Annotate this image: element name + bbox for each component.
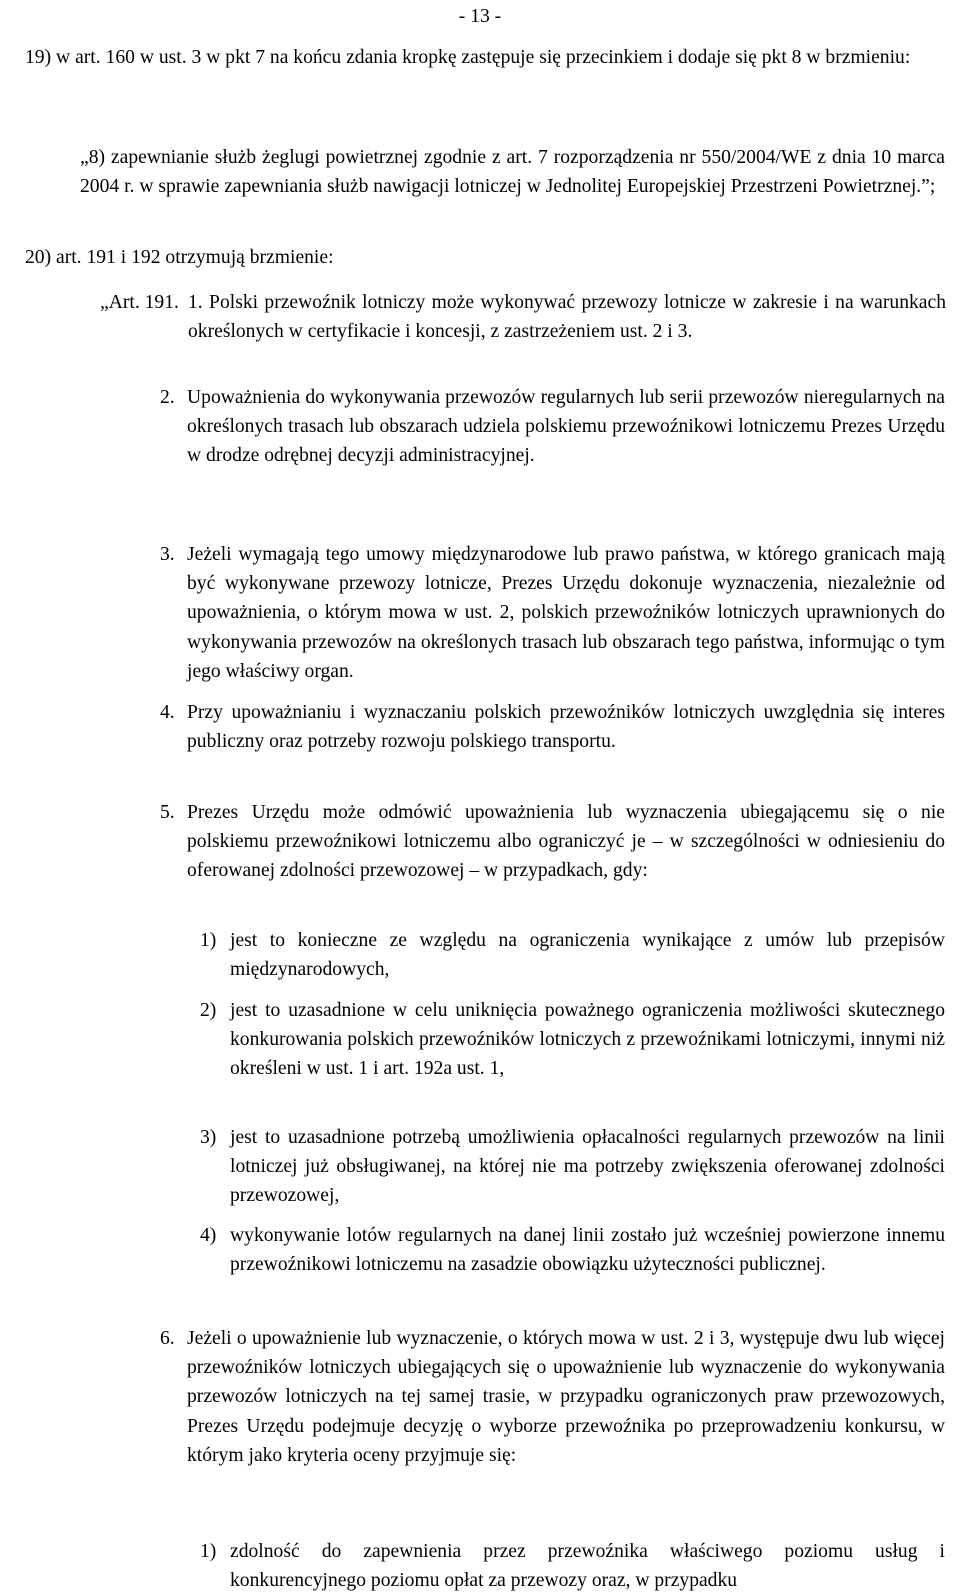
point-text: jest to konieczne ze względu na ograniczenia wynikające z umów lub przepisów międzynarodowych, [230, 930, 945, 981]
paragraph-6-point-1 [200, 1537, 945, 1595]
item-8-quote: „8) zapewnianie służb żeglugi powietrznej zgodnie z art. 7 rozporządzenia nr 550/2004/WE z dnia 10 marca 2004 r. w sprawie zapewniania służb nawigacji lotniczej w Jednolitej Europejskiej Przestrzeni Powietrznej.”; [80, 147, 945, 198]
point-number: 1) [200, 930, 217, 951]
paragraph-number: 6. [160, 1328, 175, 1349]
point-number: 1) [200, 1541, 217, 1562]
paragraph-5-point-1 [200, 926, 945, 984]
article-paragraph-1 [188, 288, 946, 346]
paragraph-text: Upoważnienia do wykonywania przewozów regularnych lub serii przewozów nieregularnych na określonych trasach lub obszarach udziela polskiemu przewoźnikowi lotniczemu Prezes Urzędu w drodze odrębnej decyzji administracyjnej. [187, 387, 945, 467]
paragraph-text: Przy upoważnianiu i wyznaczaniu polskich przewoźników lotniczych uwzględnia się interes publiczny oraz potrzeby rozwoju polskiego transportu. [187, 702, 945, 753]
item-20: 20) art. 191 i 192 otrzymują brzmienie: [25, 247, 334, 268]
paragraph-number: 5. [160, 802, 175, 823]
article-heading: „Art. 191. [100, 292, 179, 313]
point-text: wykonywanie lotów regularnych na danej linii zostało już wcześniej powierzone innemu przewoźnikowi lotniczemu na zasadzie obowiązku użyteczności publicznej. [230, 1225, 945, 1276]
paragraph-text: Prezes Urzędu może odmówić upoważnienia lub wyznaczenia ubiegającemu się o nie polskiemu przewoźnikowi lotniczemu albo ograniczyć je – w szczególności w odniesieniu do oferowanej zdolności przewozowej – w przypadkach, gdy: [187, 802, 945, 882]
paragraph-number: 3. [160, 544, 175, 565]
paragraph-5-point-3 [200, 1123, 945, 1211]
article-paragraph-5 [160, 798, 945, 886]
point-text: jest to uzasadnione w celu uniknięcia poważnego ograniczenia możliwości skutecznego konkurowania polskich przewoźników lotniczych z przewoźnikami lotniczymi, innymi niż określeni w ust. 1 i art. 192a ust. 1, [230, 1000, 945, 1080]
article-paragraph-2 [160, 383, 945, 471]
point-text: zdolność do zapewnienia przez przewoźnika właściwego poziomu usług i konkurencyjnego poziomu opłat za przewozy oraz, w przypadku [230, 1541, 945, 1592]
point-number: 4) [200, 1225, 217, 1246]
paragraph-text: Jeżeli wymagają tego umowy międzynarodowe lub prawo państwa, w którego granicach mają być wykonywane przewozy lotnicze, Prezes Urzędu dokonuje wyznaczenia, niezależnie od upoważnienia, o którym mowa w ust. 2, polskich przewoźników lotniczych uprawnionych do wykonywania przewozów na określonych trasach lub obszarach tego państwa, informując o tym jego właściwy organ. [187, 544, 945, 682]
article-paragraph-4 [160, 698, 945, 756]
point-number: 3) [200, 1127, 217, 1148]
paragraph-text: Jeżeli o upoważnienie lub wyznaczenie, o których mowa w ust. 2 i 3, występuje dwu lub więcej przewoźników lotniczych ubiegających się o upoważnienie lub wyznaczenie do wykonywania przewozów lotniczych na tej samej trasie, w przypadku ograniczonych praw przewozowych, Prezes Urzędu podejmuje decyzję o wyborze przewoźnika po przeprowadzeniu konkursu, w którym jako kryteria oceny przyjmuje się: [187, 1328, 945, 1466]
paragraph-number: 4. [160, 702, 175, 723]
item-19: 19) w art. 160 w ust. 3 w pkt 7 na końcu zdania kropkę zastępuje się przecinkiem i dodaje się pkt 8 w brzmieniu: [25, 47, 911, 68]
paragraph-5-point-2 [200, 996, 945, 1084]
page-number: - 13 - [458, 6, 502, 27]
point-text: jest to uzasadnione potrzebą umożliwienia opłacalności regularnych przewozów na linii lotniczej już obsługiwanej, na której nie ma potrzeby zwiększenia oferowanej zdolności przewozowej, [230, 1127, 945, 1207]
paragraph-number: 2. [160, 387, 175, 408]
point-number: 2) [200, 1000, 217, 1021]
article-paragraph-3 [160, 540, 945, 686]
article-paragraph-1-text: 1. Polski przewoźnik lotniczy może wykonywać przewozy lotnicze w zakresie i na warunkach określonych w certyfikacie i koncesji, z zastrzeżeniem ust. 2 i 3. [188, 292, 946, 343]
article-paragraph-6 [160, 1324, 945, 1470]
paragraph-5-point-4 [200, 1221, 945, 1279]
